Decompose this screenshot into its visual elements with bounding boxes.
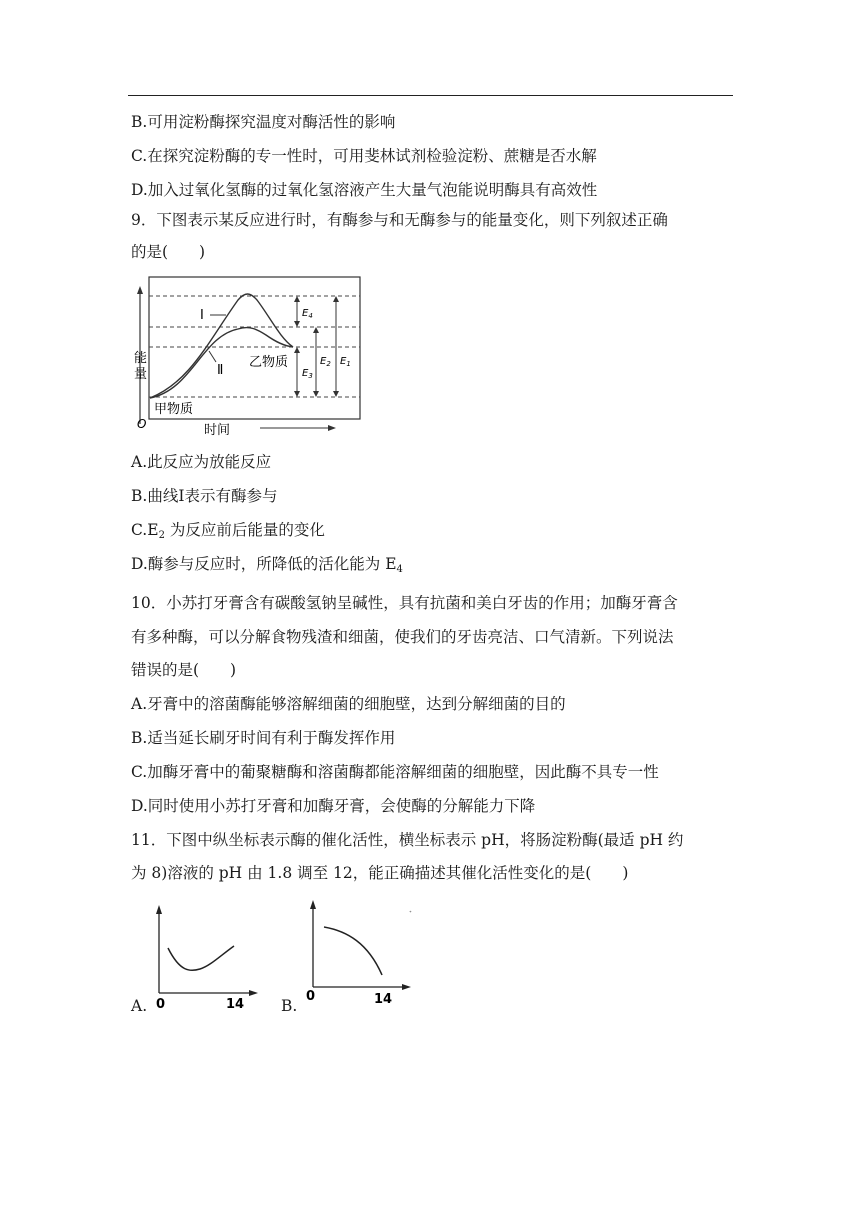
q10-option-c: C.加酶牙膏中的葡聚糖酶和溶菌酶都能溶解细菌的细胞壁，因此酶不具专一性	[131, 763, 659, 781]
curve-1-label: Ⅰ	[200, 308, 204, 323]
q10-option-a: A.牙膏中的溶菌酶能够溶解细菌的细胞壁，达到分解细菌的目的	[131, 695, 566, 713]
graph-a-x0: 0	[156, 997, 166, 1012]
reactant-label: 甲物质	[154, 402, 194, 417]
e4-label: $E_4$	[302, 308, 313, 320]
q11-graph-a-label: A.	[131, 997, 148, 1015]
graph-b-x0: 0	[306, 989, 316, 1004]
e3-label: $E_3$	[302, 368, 313, 380]
q10-option-b: B.适当延长刷牙时间有利于酶发挥作用	[131, 729, 396, 747]
q9-stem-line2: 的是( )	[131, 243, 206, 261]
q11-graph-b	[302, 895, 420, 1011]
q11-graph-b-label: B.	[281, 997, 298, 1015]
q9-stem-line1: 9．下图表示某反应进行时，有酶参与和无酶参与的能量变化，则下列叙述正确	[131, 211, 668, 229]
q10-option-d: D.同时使用小苏打牙膏和加酶牙膏，会使酶的分解能力下降	[131, 797, 536, 815]
product-label: 乙物质	[249, 355, 289, 370]
q8-option-d: D.加入过氧化氢酶的过氧化氢溶液产生大量气泡能说明酶具有高效性	[131, 181, 598, 199]
header-rule	[128, 95, 733, 96]
q9-option-c: $C.E_2$ 为反应前后能量的变化	[131, 521, 325, 541]
graph-a-x14: 14	[226, 997, 245, 1012]
y-axis-label-2: 量	[134, 367, 148, 382]
e1-label: $E_1$	[340, 356, 351, 368]
q9-option-b: B.曲线Ⅰ表示有酶参与	[131, 487, 278, 505]
q10-stem-line3: 错误的是( )	[131, 661, 237, 679]
x-axis-label: 时间	[204, 423, 231, 438]
e2-label: $E_2$	[320, 356, 331, 368]
origin-label: O	[137, 417, 147, 431]
q9-option-d: D.酶参与反应时，所降低的活化能为 $E_4$	[131, 555, 403, 575]
q9-option-a: A.此反应为放能反应	[131, 453, 272, 471]
q10-stem-line1: 10．小苏打牙膏含有碳酸氢钠呈碱性，具有抗菌和美白牙齿的作用；加酶牙膏含	[131, 594, 678, 612]
q11-stem-line1: 11．下图中纵坐标表示酶的催化活性，横坐标表示 pH，将肠淀粉酶(最适 pH 约	[131, 831, 684, 849]
q10-stem-line2: 有多种酶，可以分解食物残渣和细菌，使我们的牙齿亮洁、口气清新。下列说法	[131, 628, 674, 646]
q11-stem-line2: 为 8)溶液的 pH 由 1.8 调至 12，能正确描述其催化活性变化的是( )	[131, 864, 629, 882]
y-axis-label-1: 能	[134, 351, 148, 366]
q9-energy-figure	[130, 272, 370, 442]
graph-b-x14: 14	[374, 992, 393, 1007]
stray-mark: ᐩ	[409, 909, 412, 917]
curve-2-label: Ⅱ	[217, 363, 224, 378]
q8-option-b: B.可用淀粉酶探究温度对酶活性的影响	[131, 113, 396, 131]
q8-option-c: C.在探究淀粉酶的专一性时，可用斐林试剂检验淀粉、蔗糖是否水解	[131, 147, 597, 165]
q11-graph-a	[148, 900, 266, 1016]
